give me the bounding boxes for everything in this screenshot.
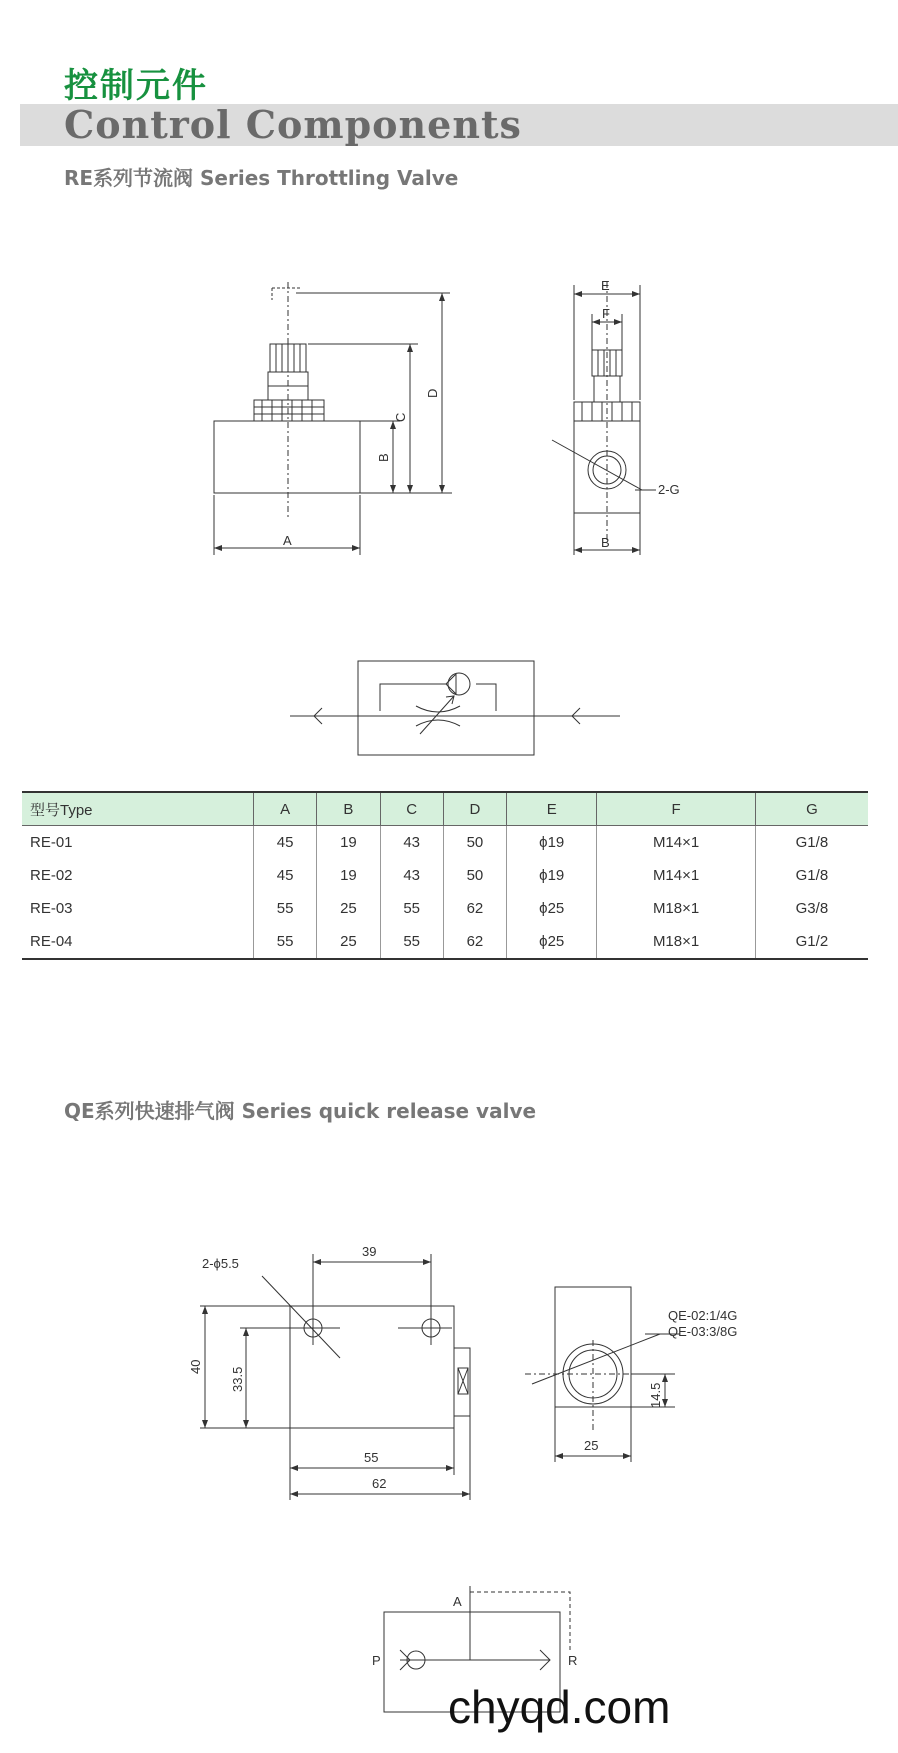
table-cell: 62 (443, 925, 506, 959)
table-cell: RE-03 (22, 892, 254, 925)
table-cell: M14×1 (597, 826, 755, 860)
qe-dim-14-5: 14.5 (648, 1382, 663, 1408)
table-cell: RE-02 (22, 859, 254, 892)
col-header-type: 型号Type (22, 792, 254, 826)
table-cell: 45 (254, 859, 317, 892)
table-header-row (22, 792, 868, 826)
table-cell: 62 (443, 892, 506, 925)
table-cell: 25 (317, 925, 380, 959)
table-cell: M18×1 (597, 925, 755, 959)
re-spec-table (22, 791, 868, 960)
table-cell: 43 (380, 859, 443, 892)
qe-dim-25: 25 (584, 1438, 599, 1453)
site-watermark: chyqd.com (448, 1681, 671, 1733)
re-dim-b: B (376, 453, 391, 462)
col-header-f: F (597, 792, 755, 826)
table-cell: 55 (380, 892, 443, 925)
qe-dim-40: 40 (188, 1359, 203, 1374)
re-dim-a: A (283, 533, 292, 548)
qe-dim-62: 62 (372, 1476, 387, 1491)
table-cell: RE-01 (22, 826, 254, 860)
table-cell: 19 (317, 826, 380, 860)
table-cell: RE-04 (22, 925, 254, 959)
table-cell: 19 (317, 859, 380, 892)
re-dim-c: C (393, 412, 408, 422)
table-cell: ϕ25 (507, 925, 597, 959)
table-cell: G1/2 (755, 925, 868, 959)
qe-dim-55: 55 (364, 1450, 379, 1465)
col-header-g: G (755, 792, 868, 826)
col-header-c: C (380, 792, 443, 826)
page-title-chinese: 控制元件 (64, 66, 208, 106)
qe-body-front (290, 1306, 454, 1428)
col-header-e: E (507, 792, 597, 826)
table-row (22, 859, 868, 892)
re-dim-f: F (602, 306, 610, 321)
re-nut (254, 400, 324, 421)
col-header-b: B (317, 792, 380, 826)
table-cell: 50 (443, 826, 506, 860)
table-cell: 55 (380, 925, 443, 959)
table-cell: M18×1 (597, 892, 755, 925)
table-cell: 50 (443, 859, 506, 892)
qe-port-qe02: QE-02:1/4G (668, 1308, 738, 1323)
qe-port-a: A (453, 1594, 462, 1609)
table-cell: 25 (317, 892, 380, 925)
qe-body-side (555, 1287, 631, 1407)
table-cell: 43 (380, 826, 443, 860)
qe-dim-33-5: 33.5 (230, 1366, 245, 1392)
table-cell: G1/8 (755, 826, 868, 860)
qe-section-heading: QE系列快速排气阀 Series quick release valve (64, 1099, 537, 1123)
table-row (22, 925, 868, 959)
qe-port-r: R (568, 1653, 578, 1668)
re-dim-d: D (425, 388, 440, 398)
table-cell: ϕ19 (507, 826, 597, 860)
re-symbol-box (358, 661, 534, 755)
qe-port-qe03: QE-03:3/8G (668, 1324, 738, 1339)
page-title-english: Control Components (64, 102, 522, 147)
table-cell: ϕ19 (507, 859, 597, 892)
table-row (22, 826, 868, 860)
qe-port-p: P (372, 1653, 381, 1668)
qe-dim-39: 39 (362, 1244, 377, 1259)
table-cell: 45 (254, 826, 317, 860)
table-cell: M14×1 (597, 859, 755, 892)
table-cell: 55 (254, 925, 317, 959)
col-header-a: A (254, 792, 317, 826)
table-cell: G3/8 (755, 892, 868, 925)
re-body-front (214, 421, 360, 493)
col-header-d: D (443, 792, 506, 826)
re-section-heading: RE系列节流阀 Series Throttling Valve (64, 166, 459, 190)
qe-holes-label: 2-ϕ5.5 (202, 1256, 239, 1271)
re-port-g: 2-G (658, 482, 680, 497)
table-cell: ϕ25 (507, 892, 597, 925)
re-dim-b-side: B (601, 535, 610, 550)
re-dim-e: E (601, 278, 610, 293)
table-row (22, 892, 868, 925)
table-cell: G1/8 (755, 859, 868, 892)
table-cell: 55 (254, 892, 317, 925)
